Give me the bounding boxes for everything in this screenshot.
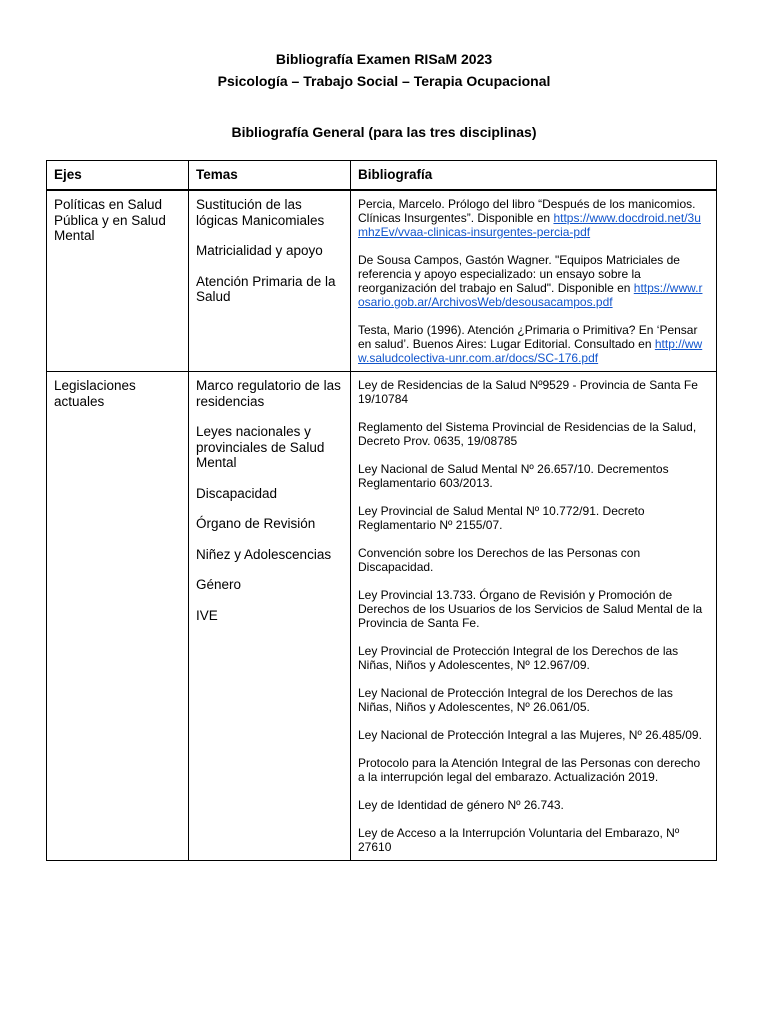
bibliografia-cell (351, 190, 717, 372)
document-title: Bibliografía Examen RISaM 2023 (275, 51, 493, 67)
reference-text: Testa, Mario (1996). Atención ¿Primaria o Primitiva? En ‘Pensar en salud’. Buenos Aires: Lugar Editorial. Consultado en (358, 323, 698, 351)
reference-item: Ley Provincial de Protección Integral de los Derechos de las Niñas, Niños y Adolescentes, Nº 12.967/09. (358, 644, 679, 672)
reference-link[interactable]: https://www.docdroid.net/3umhzEv/vvaa-clinicas-insurgentes-percia-pdf (358, 211, 701, 239)
eje-cell (47, 190, 189, 372)
bibliography-table (46, 160, 717, 861)
eje-cell (47, 372, 189, 861)
tema-item: Leyes nacionales y provinciales de Salud Mental (196, 424, 325, 470)
document-disciplines: Psicología – Trabajo Social – Terapia Ocupacional (217, 73, 551, 89)
reference-item: Ley Nacional de Salud Mental Nº 26.657/10. Decrementos Reglamentario 603/2013. (358, 462, 669, 490)
tema-item: Niñez y Adolescencias (196, 546, 332, 562)
reference-item: Ley Nacional de Protección Integral a las Mujeres, Nº 26.485/09. (358, 728, 702, 742)
tema-item: Discapacidad (196, 485, 278, 501)
tema-item: Órgano de Revisión (196, 516, 316, 531)
reference-item: Ley Nacional de Protección Integral de los Derechos de las Niñas, Niños y Adolescentes, Nº 26.061/05. (358, 686, 673, 714)
bibliografia-cell (351, 372, 717, 861)
reference-item: Ley de Residencias de la Salud Nº9529 - Provincia de Santa Fe 19/10784 (358, 378, 698, 406)
table-header-row (47, 161, 717, 191)
reference-item: Ley Provincial 13.733. Órgano de Revisión y Promoción de Derechos de los Usuarios de los Servicios de Salud Mental de la Provincia de Santa Fe. (358, 588, 703, 630)
reference-item: Ley de Identidad de género Nº 26.743. (358, 798, 564, 812)
reference-link[interactable]: http://www.saludcolectiva-unr.com.ar/docs/SC-176.pdf (358, 337, 703, 365)
tema-item: Atención Primaria de la Salud (196, 273, 336, 304)
temas-cell (189, 372, 351, 861)
reference-item (358, 323, 709, 365)
reference-item: Ley Provincial de Salud Mental Nº 10.772/91. Decreto Reglamentario Nº 2155/07. (358, 504, 645, 532)
tema-item: Género (196, 577, 242, 592)
reference-item (358, 253, 709, 309)
reference-item: Ley de Acceso a la Interrupción Voluntaria del Embarazo, Nº 27610 (358, 826, 680, 854)
header-temas: Temas (189, 161, 351, 191)
reference-item (358, 197, 709, 239)
table-row (47, 190, 717, 372)
tema-item: IVE (196, 607, 218, 623)
header-ejes: Ejes (47, 161, 189, 191)
reference-link[interactable]: https://www.rosario.gob.ar/ArchivosWeb/desousacampos.pdf (358, 281, 703, 309)
reference-item: Reglamento del Sistema Provincial de Residencias de la Salud, Decreto Prov. 0635, 19/08785 (358, 420, 697, 448)
tema-item: Matricialidad y apoyo (196, 243, 323, 258)
eje-label: Políticas en Salud Pública y en Salud Mental (54, 197, 166, 243)
eje-label: Legislaciones actuales (54, 378, 136, 409)
temas-cell (189, 190, 351, 372)
tema-item: Sustitución de las lógicas Manicomiales (196, 197, 325, 228)
tema-item: Marco regulatorio de las residencias (196, 378, 341, 409)
title-block (0, 48, 768, 92)
reference-text: De Sousa Campos, Gastón Wagner. "Equipos Matriciales de referencia y apoyo especializado: un ensayo sobre la reorganización del trabajo en Salud". Disponible en (358, 253, 680, 295)
reference-item: Protocolo para la Atención Integral de las Personas con derecho a la interrupción legal del embarazo. Actualización 2019. (358, 756, 701, 784)
section-subtitle: Bibliografía General (para las tres disciplinas) (231, 124, 537, 140)
header-bibliografia: Bibliografía (351, 161, 717, 191)
table-row (47, 372, 717, 861)
reference-item: Convención sobre los Derechos de las Personas con Discapacidad. (358, 546, 641, 574)
reference-text: Percia, Marcelo. Prólogo del libro “Después de los manicomios. Clínicas Insurgentes”. Disponible en (358, 197, 696, 225)
